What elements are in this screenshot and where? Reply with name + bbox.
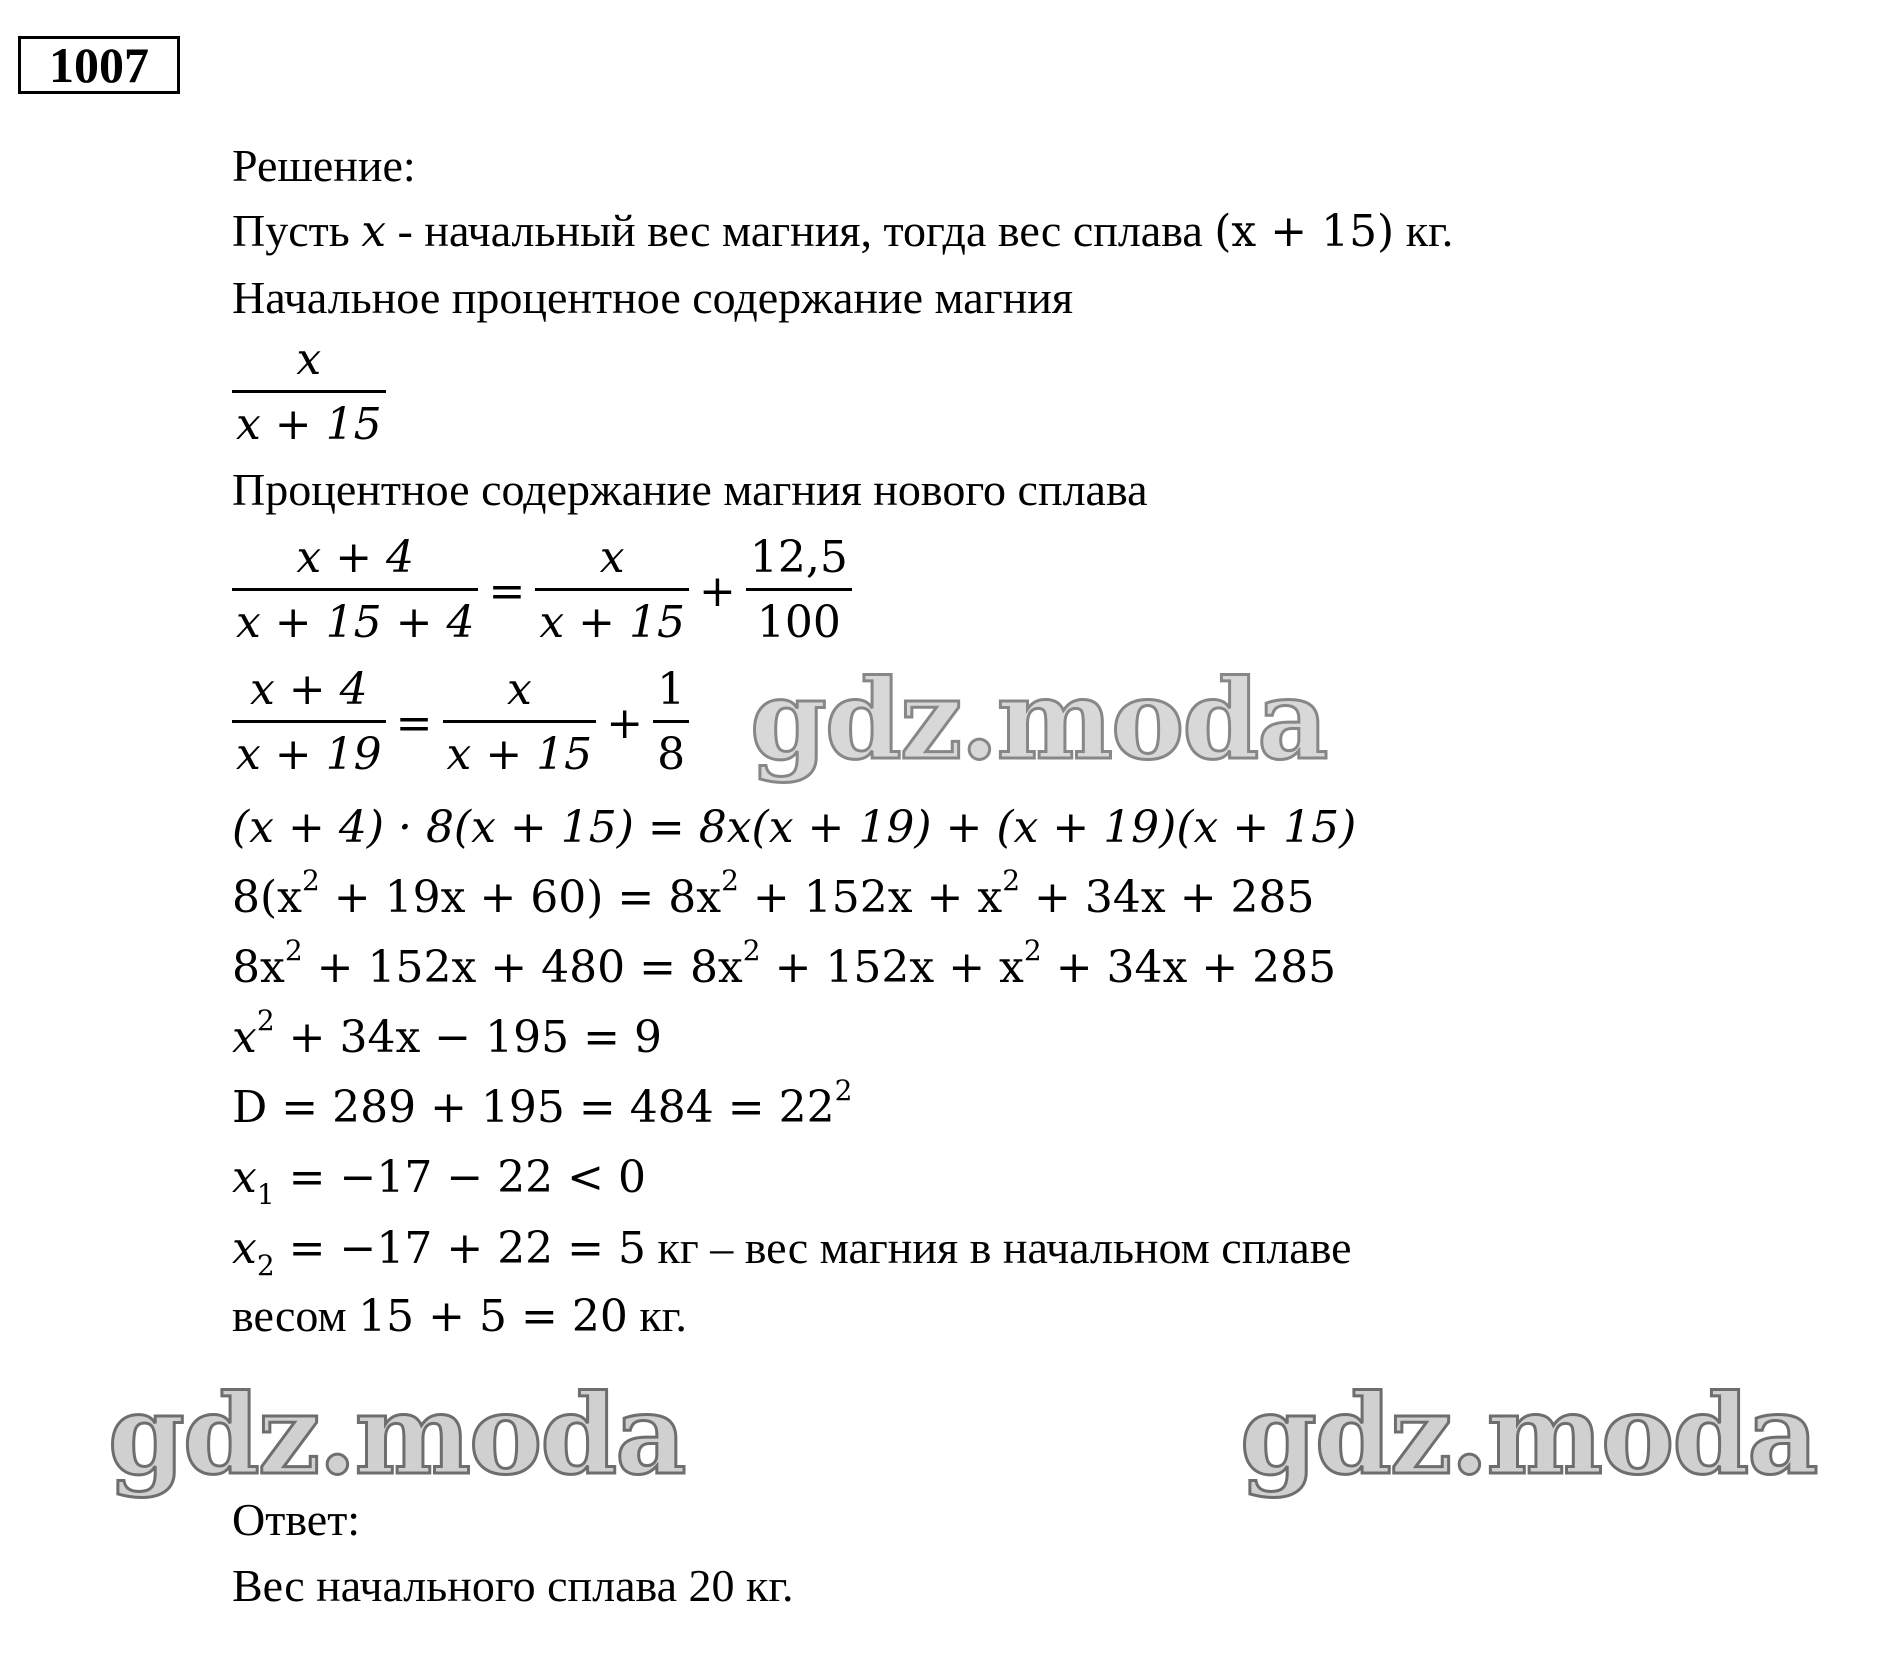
- exponent: 2: [301, 864, 320, 897]
- equation-2: [232, 660, 689, 787]
- equation-5: [232, 934, 1337, 994]
- exponent: 2: [742, 934, 761, 967]
- total-math: 15 + 5 = 20: [358, 1291, 628, 1342]
- eq4-part-a: 8(x: [232, 872, 302, 923]
- exponent: 2: [284, 934, 303, 967]
- fraction-numerator: 12,5: [746, 528, 852, 591]
- root-2-value: = −17 + 22 = 5: [274, 1223, 647, 1274]
- fraction: [232, 528, 478, 655]
- eq4-part-b: + 19x + 60) = 8x: [319, 872, 722, 923]
- fraction-denominator: 100: [756, 597, 841, 648]
- subscript: 2: [256, 1249, 275, 1282]
- eq4-part-c: + 152x + x: [738, 872, 1003, 923]
- watermark: gdz.moda: [1240, 1370, 1817, 1499]
- fraction-numerator: x: [443, 660, 597, 723]
- intro-text-2: - начальный вес магния, тогда вес сплава: [386, 205, 1215, 256]
- new-percent-label: Процентное содержание магния нового сплава: [232, 464, 1148, 515]
- fraction: [443, 660, 597, 787]
- intro-expression: (x + 15): [1214, 206, 1395, 257]
- plus-sign: +: [699, 565, 736, 617]
- eq7-part-a: D = 289 + 195 = 484 = 22: [232, 1082, 835, 1133]
- exponent: 2: [256, 1004, 275, 1037]
- exponent: 2: [1002, 864, 1021, 897]
- intro-variable: x: [361, 206, 387, 257]
- exponent: 2: [834, 1074, 853, 1107]
- answer-label: Ответ:: [232, 1494, 361, 1545]
- watermark: gdz.moda: [108, 1370, 685, 1499]
- equation-4: [232, 864, 1315, 924]
- equals-sign: =: [488, 565, 526, 617]
- fraction-numerator: 1: [653, 660, 689, 723]
- eq5-part-d: + 34x + 285: [1041, 942, 1337, 993]
- answer-text: Вес начального сплава 20 кг.: [232, 1560, 794, 1611]
- exponent: 2: [721, 864, 739, 897]
- fraction: [232, 660, 386, 787]
- subscript: 1: [256, 1178, 275, 1211]
- fraction-numerator: x: [535, 528, 689, 591]
- fraction-numerator: x + 4: [232, 528, 478, 591]
- fraction-initial: [232, 330, 386, 457]
- fraction-numerator: x + 4: [232, 660, 386, 723]
- watermark: gdz.moda: [750, 655, 1327, 784]
- total-text-1: весом: [232, 1290, 359, 1341]
- fraction-denominator: x + 15 + 4: [236, 597, 475, 648]
- fraction: [232, 330, 386, 457]
- equation-1: [232, 528, 852, 655]
- fraction-denominator: x + 15: [446, 729, 593, 780]
- intro-text-3: кг.: [1394, 205, 1454, 256]
- fraction: [535, 528, 689, 655]
- eq5-part-c: + 152x + x: [760, 942, 1024, 993]
- fraction-denominator: 8: [657, 729, 686, 780]
- initial-percent-label: Начальное процентное содержание магния: [232, 272, 1073, 323]
- problem-number: 1007: [18, 36, 180, 94]
- equation-discriminant: [232, 1074, 853, 1134]
- exponent: 2: [1023, 934, 1042, 967]
- root-1-value: = −17 − 22 < 0: [274, 1152, 647, 1203]
- intro-line: [232, 205, 1453, 258]
- eq6-part-b: + 34x − 195 = 9: [274, 1012, 662, 1063]
- root-variable: x: [232, 1152, 257, 1203]
- eq4-part-d: + 34x + 285: [1020, 872, 1315, 923]
- fraction: [653, 660, 689, 787]
- intro-text-1: Пусть: [232, 205, 362, 256]
- plus-sign: +: [606, 697, 644, 749]
- fraction-denominator: x + 19: [236, 729, 382, 780]
- equation-3: (x + 4) · 8(x + 15) = 8x(x + 19) + (x + 19)(x + 15): [232, 802, 1357, 853]
- eq6-part-a: x: [232, 1012, 257, 1063]
- eq5-part-b: + 152x + 480 = 8x: [302, 942, 743, 993]
- eq5-part-a: 8x: [232, 942, 285, 993]
- solution-label: Решение:: [232, 140, 416, 191]
- root-2-text: кг – вес магния в начальном сплаве: [646, 1222, 1352, 1273]
- equation-root-2: [232, 1222, 1352, 1282]
- fraction: [746, 528, 852, 655]
- root-variable: x: [232, 1223, 257, 1274]
- fraction-denominator: x + 15: [236, 399, 382, 450]
- equals-sign: =: [395, 697, 433, 749]
- fraction-numerator: x: [232, 330, 386, 393]
- equation-root-1: [232, 1152, 647, 1211]
- total-weight-line: [232, 1290, 687, 1343]
- fraction-denominator: x + 15: [539, 597, 686, 648]
- equation-6: [232, 1004, 662, 1064]
- total-text-2: кг.: [627, 1290, 687, 1341]
